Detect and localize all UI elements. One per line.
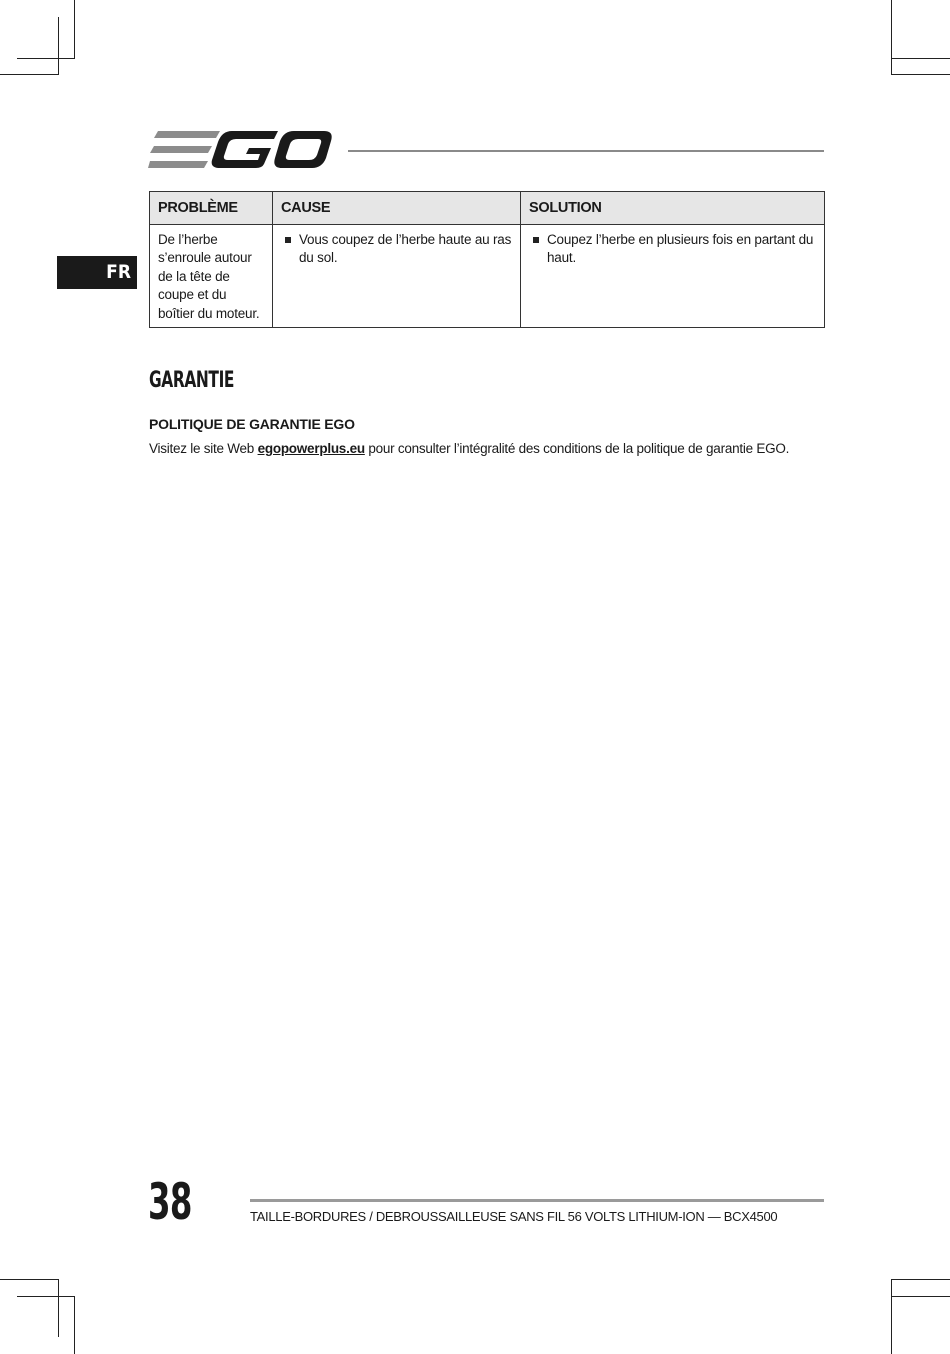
- problem-cell: De l’herbe s’enroule autour de la tête de coupe et du boîtier du moteur.: [150, 225, 273, 328]
- warranty-link[interactable]: egopowerplus.eu: [257, 441, 365, 456]
- column-header-cause: CAUSE: [273, 192, 521, 225]
- column-header-solution: SOLUTION: [521, 192, 825, 225]
- crop-mark: [891, 58, 950, 59]
- header-rule: [348, 150, 824, 152]
- page-number: 38: [148, 1173, 192, 1231]
- crop-mark: [58, 1279, 59, 1337]
- footer-title: TAILLE-BORDURES / DEBROUSSAILLEUSE SANS FIL 56 VOLTS LITHIUM-ION — BCX4500: [250, 1209, 778, 1224]
- crop-mark: [74, 1296, 75, 1354]
- table-header-row: [150, 192, 825, 225]
- solution-bullet: [529, 231, 816, 268]
- crop-mark: [74, 0, 75, 58]
- crop-mark: [891, 1296, 950, 1297]
- column-header-problem: PROBLÈME: [150, 192, 273, 225]
- warranty-text-after: pour consulter l’intégralité des conditions de la politique de garantie EGO.: [364, 441, 790, 456]
- crop-mark: [17, 1296, 75, 1297]
- troubleshooting-table: [149, 191, 825, 328]
- crop-mark: [891, 1279, 892, 1354]
- crop-mark: [891, 1279, 950, 1280]
- cause-text: Vous coupez de l’herbe haute au ras du sol.: [299, 232, 512, 266]
- bullet-square-icon: [285, 237, 291, 243]
- ego-logo: [148, 128, 332, 172]
- solution-cell: [521, 225, 825, 328]
- crop-mark: [0, 1279, 58, 1280]
- crop-mark: [891, 0, 892, 75]
- cause-bullet: [281, 231, 512, 268]
- cause-cell: [273, 225, 521, 328]
- solution-text: Coupez l’herbe en plusieurs fois en partant du haut.: [547, 232, 814, 266]
- crop-mark: [58, 17, 59, 75]
- warranty-text-before: Visitez le site Web: [149, 441, 258, 456]
- footer-rule: [250, 1199, 824, 1202]
- language-tab: FR: [57, 256, 137, 289]
- warranty-title: GARANTIE: [149, 368, 235, 393]
- warranty-text: [149, 441, 789, 456]
- table-row: [150, 225, 825, 328]
- warranty-subtitle: POLITIQUE DE GARANTIE EGO: [149, 416, 355, 432]
- crop-mark: [891, 74, 950, 75]
- crop-mark: [17, 58, 75, 59]
- crop-mark: [0, 74, 58, 75]
- bullet-square-icon: [533, 237, 539, 243]
